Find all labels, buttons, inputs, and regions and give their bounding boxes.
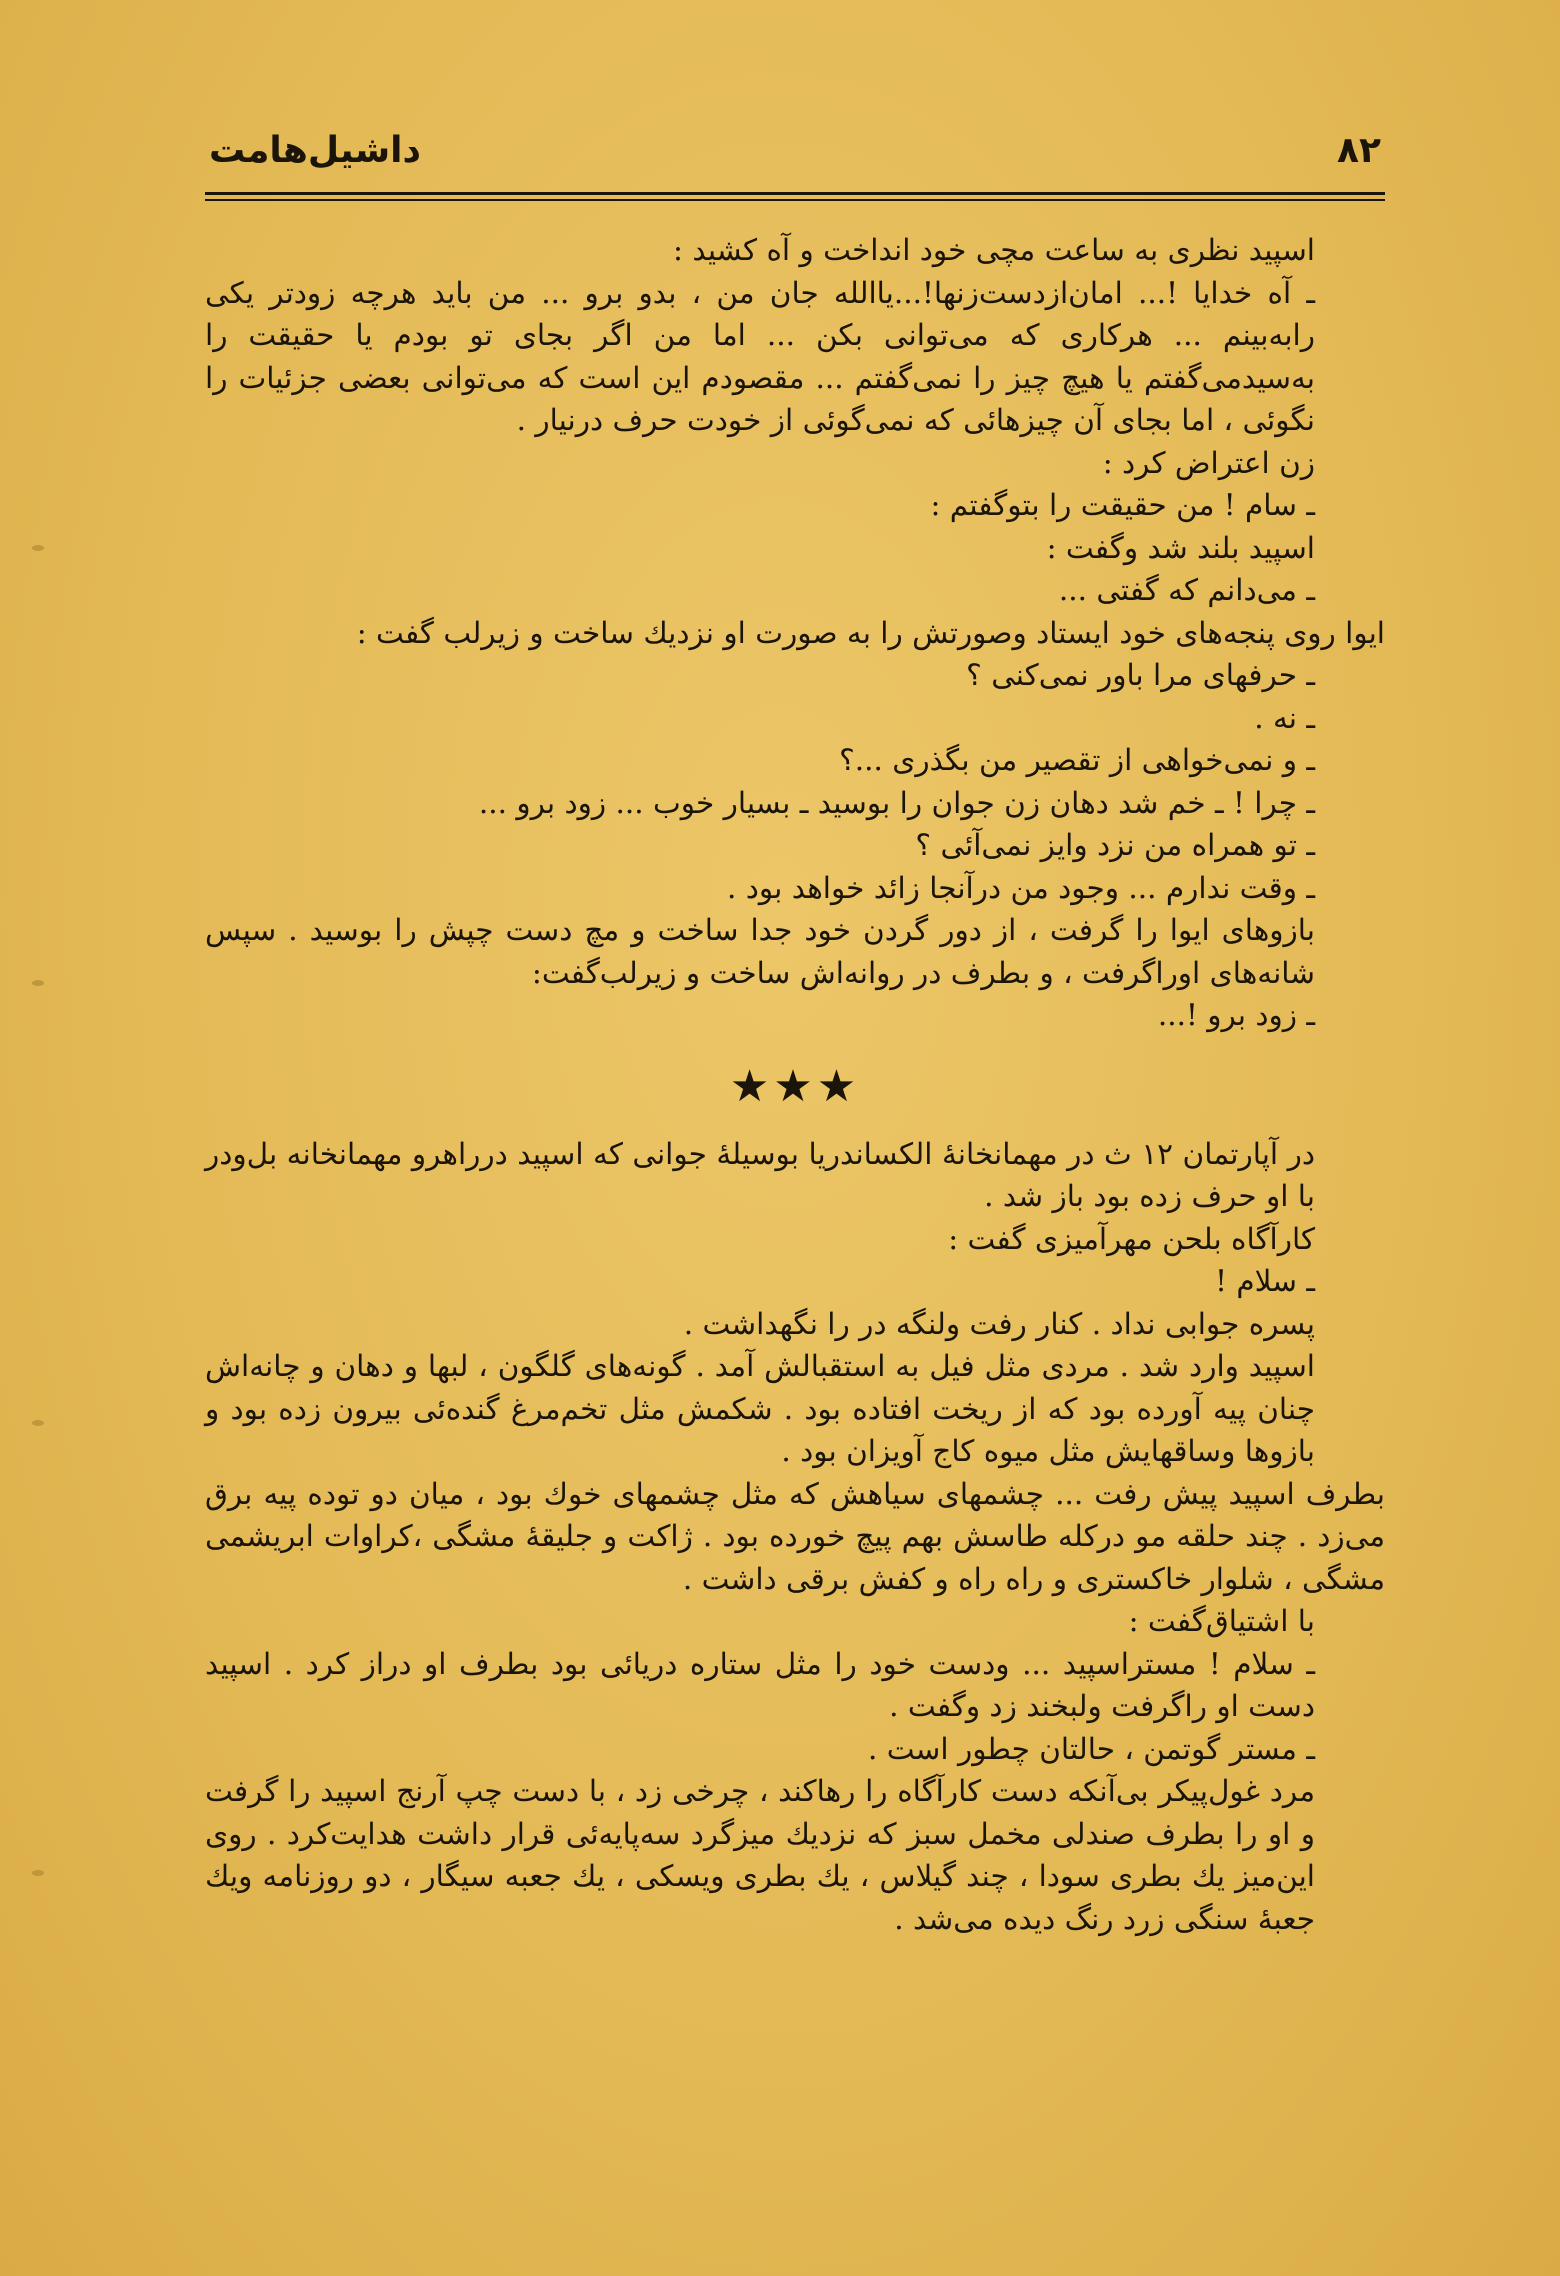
paragraph: ـ حرفهای مرا باور نمی‌کنی ؟ (966, 658, 1315, 692)
paragraph: ـ سلام ! مستراسپید ... ودست خود را مثل ستاره دریائی بود بطرف او دراز کرد . اسپید دست او راگرفت ولبخند زد وگفت . (205, 1646, 1315, 1723)
paragraph: ـ نه . (1254, 700, 1315, 735)
paragraph: زن اعتراض کرد : (1102, 445, 1315, 480)
paragraph: ـ سلام ! (1215, 1264, 1315, 1298)
paragraph: با اشتیاق‌گفت : (1128, 1604, 1315, 1638)
paragraph: ـ چرا ! ـ خم شد دهان زن جوان را بوسید ـ بسیار خوب ... زود برو ... (478, 785, 1315, 820)
paragraph: ـ مستر گوتمن ، حالتان چطور است . (867, 1731, 1315, 1766)
text-section-2 (205, 1133, 1385, 1941)
header-rule-thin (205, 199, 1385, 201)
paragraph: بازوهای ایوا را گرفت ، از دور گردن خود جدا ساخت و مچ دست چپش را بوسید . سپس شانه‌های اوراگرفت ، و بطرف در روانه‌اش ساخت و زیرلب‌گفت: (205, 913, 1315, 990)
paragraph: ـ می‌دانم که گفتی ... (1058, 573, 1315, 607)
text-section-1 (205, 229, 1385, 1037)
book-title: داشیل‌هامت (209, 130, 421, 171)
paragraph: مرد غول‌پیکر بی‌آنکه دست کارآگاه را رهاکند ، چرخی زد ، با دست چپ آرنج اسپید را گرفت و او را بطرف صندلی مخمل سبز که نزدیك میزگرد سه‌پایه‌ئی قرار داشت هدایت‌کرد . روی این‌میز یك بطری سودا ، چند گیلاس ، یك بطری ویسکی ، یك جعبه سیگار ، دو روزنامه ویك جعبهٔ سنگی زرد رنگ دیده می‌شد . (205, 1774, 1315, 1936)
paragraph: ـ زود برو !... (1157, 998, 1315, 1032)
header-rule (205, 192, 1385, 195)
paragraph: اسپید وارد شد . مردی مثل فیل به استقبالش آمد . گونه‌های گلگون ، لبها و دهان و چانه‌اش چنان پیه آورده بود که از ریخت افتاده بود . شکمش مثل تخم‌مرغ گنده‌ئی بیرون زده بود و بازوها وساقهایش مثل میوه کاج آویزان بود . (205, 1349, 1315, 1468)
paragraph: ـ و نمی‌خواهی از تقصیر من بگذری ...؟ (839, 743, 1315, 777)
paragraph: ـ وقت ندارم ... وجود من درآنجا زائد خواهد بود . (726, 870, 1315, 905)
paragraph: ـ سام ! من حقیقت را بتوگفتم : (930, 488, 1315, 522)
paragraph: ـ تو همراه من نزد وایز نمی‌آئی ؟ (915, 828, 1315, 862)
paragraph: ـ آه خدایا !... امان‌ازدست‌زنها!...یاالله جان من ، بدو برو ... من باید هرچه زودتر یکی رابه‌بینم ... هرکاری که می‌توانی بکن ... اما من اگر بجای تو بودم یا حقیقت را به‌سیدمی‌گفتم یا هیچ چیز را نمی‌گفتم ... مقصودم این است که می‌توانی بعضی جزئیات را نگوئی ، اما بجای آن چیزهائی که نمی‌گوئی از خودت حرف درنیار . (205, 275, 1315, 437)
page-number: ۸۲ (1337, 130, 1381, 171)
paragraph: بطرف اسپید پیش رفت ... چشمهای سیاهش که مثل چشمهای خوك بود ، میان دو توده پیه برق می‌زد . چند حلقه مو درکله طاسش بهم پیچ خورده بود . ژاکت و جلیقهٔ مشگی ،کراوات ابریشمی مشگی ، شلوار خاکستری و راه راه و کفش برقی داشت . (205, 1476, 1385, 1596)
paragraph: ایوا روی پنجه‌های خود ایستاد وصورتش را به صورت او نزدیك ساخت و زیرلب گفت : (356, 615, 1385, 650)
paragraph: کارآگاه بلحن مهرآمیزی گفت : (948, 1221, 1315, 1256)
paragraph: در آپارتمان ۱۲ ث در مهمانخانهٔ الکساندریا بوسیلهٔ جوانی که اسپید درراهرو مهمانخانه بل‌ودر با او حرف زده بود باز شد . (205, 1136, 1315, 1213)
book-page (205, 130, 1385, 1940)
paragraph: اسپید بلند شد وگفت : (1046, 530, 1315, 565)
paragraph: اسپید نظری به ساعت مچی خود انداخت و آه کشید : (673, 233, 1315, 267)
running-header (205, 130, 1385, 180)
paragraph: پسره جوابی نداد . کنار رفت ولنگه در را نگهداشت . (683, 1306, 1315, 1341)
section-separator: ★★★ (729, 1060, 861, 1112)
